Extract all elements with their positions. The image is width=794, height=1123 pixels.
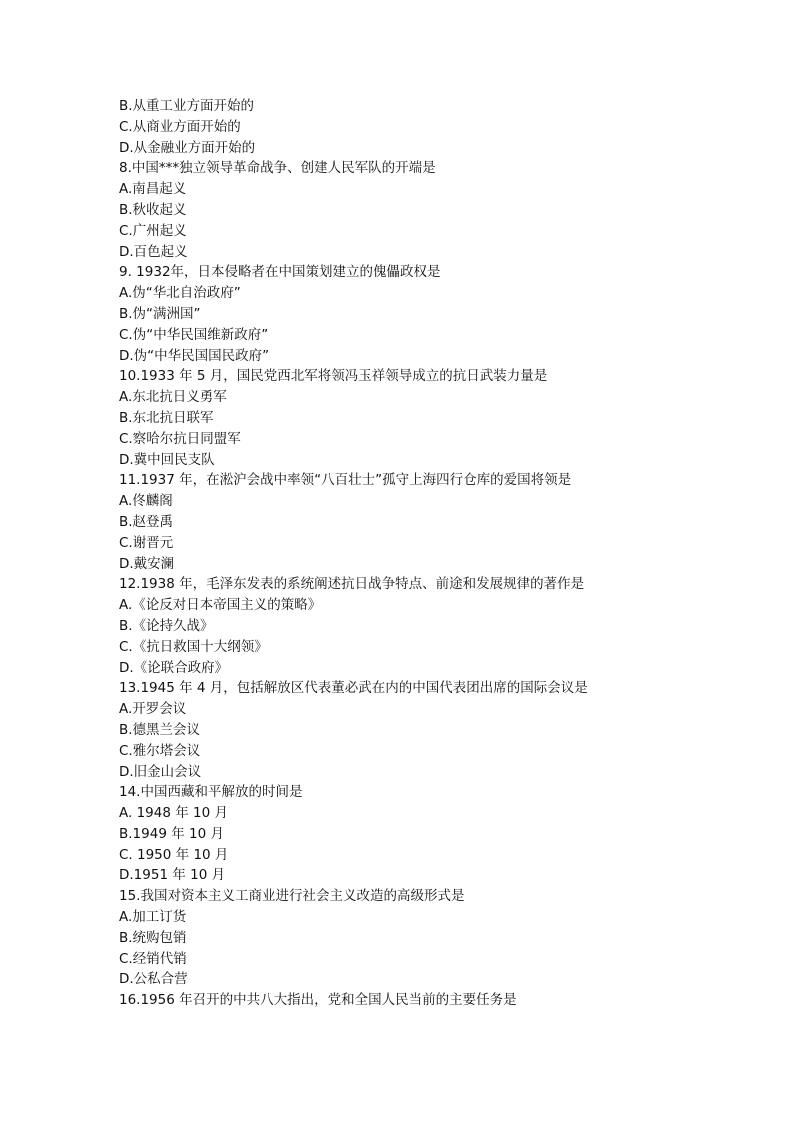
option-line: C.伪“中华民国维新政府”	[119, 326, 269, 343]
option-line: C.从商业方面开始的	[119, 118, 241, 135]
question-line: 16.1956 年召开的中共八大指出，党和全国人民当前的主要任务是	[119, 992, 517, 1009]
option-line: A.《论反对日本帝国主义的策略》	[119, 597, 322, 614]
question-list	[119, 96, 719, 1011]
option-line: A.佟麟阁	[119, 493, 173, 510]
option-line: D.旧金山会议	[119, 763, 202, 780]
option-line: C.经销代销	[119, 950, 187, 967]
option-line: D.1951 年 10 月	[119, 867, 226, 884]
question-line: 9. 1932年，日本侵略者在中国策划建立的傀儡政权是	[119, 264, 441, 281]
option-line: A.加工订货	[119, 909, 187, 926]
option-line: D.戴安澜	[119, 555, 175, 572]
option-line: B.德黑兰会议	[119, 721, 201, 738]
option-line: B.1949 年 10 月	[119, 825, 224, 842]
question-line: 12.1938 年，毛泽东发表的系统阐述抗日战争特点、前途和发展规律的著作是	[119, 576, 585, 593]
option-line: D.百色起义	[119, 243, 188, 260]
question-line: 13.1945 年 4 月，包括解放区代表董必武在内的中国代表团出席的国际会议是	[119, 680, 588, 697]
option-line: B.统购包销	[119, 929, 187, 946]
option-line: D.伪“中华民国国民政府”	[119, 347, 270, 364]
option-line: A. 1948 年 10 月	[119, 805, 228, 822]
question-line: 10.1933 年 5 月，国民党西北军将领冯玉祥领导成立的抗日武装力量是	[119, 368, 548, 385]
option-line: C.察哈尔抗日同盟军	[119, 430, 241, 447]
question-line: 11.1937 年，在淞沪会战中率领“八百壮士”孤守上海四行仓库的爱国将领是	[119, 472, 572, 489]
option-line: C.谢晋元	[119, 534, 174, 551]
option-line: C.《抗日救国十大纲领》	[119, 638, 268, 655]
option-line: D.公私合营	[119, 971, 188, 988]
option-line: D.《论联合政府》	[119, 659, 229, 676]
option-line: D.从金融业方面开始的	[119, 139, 256, 156]
option-line: A.伪“华北自治政府”	[119, 285, 241, 302]
option-line: C.雅尔塔会议	[119, 742, 201, 759]
option-line: A.南昌起义	[119, 181, 187, 198]
option-line: A.东北抗日义勇军	[119, 389, 227, 406]
option-line: C.广州起义	[119, 222, 187, 239]
option-line: B.《论持久战》	[119, 617, 214, 634]
option-line: B.秋收起义	[119, 201, 187, 218]
option-line: B.从重工业方面开始的	[119, 98, 255, 114]
question-line: 8.中国***独立领导革命战争、创建人民军队的开端是	[119, 160, 436, 177]
option-line: C. 1950 年 10 月	[119, 846, 229, 863]
option-line: B.伪“满洲国”	[119, 305, 201, 322]
option-line: D.冀中回民支队	[119, 451, 215, 468]
option-line: B.赵登禹	[119, 513, 174, 530]
option-line: B.东北抗日联军	[119, 409, 214, 426]
question-line: 14.中国西藏和平解放的时间是	[119, 784, 303, 801]
question-line: 15.我国对资本主义工商业进行社会主义改造的高级形式是	[119, 888, 465, 905]
option-line: A.开罗会议	[119, 701, 187, 718]
